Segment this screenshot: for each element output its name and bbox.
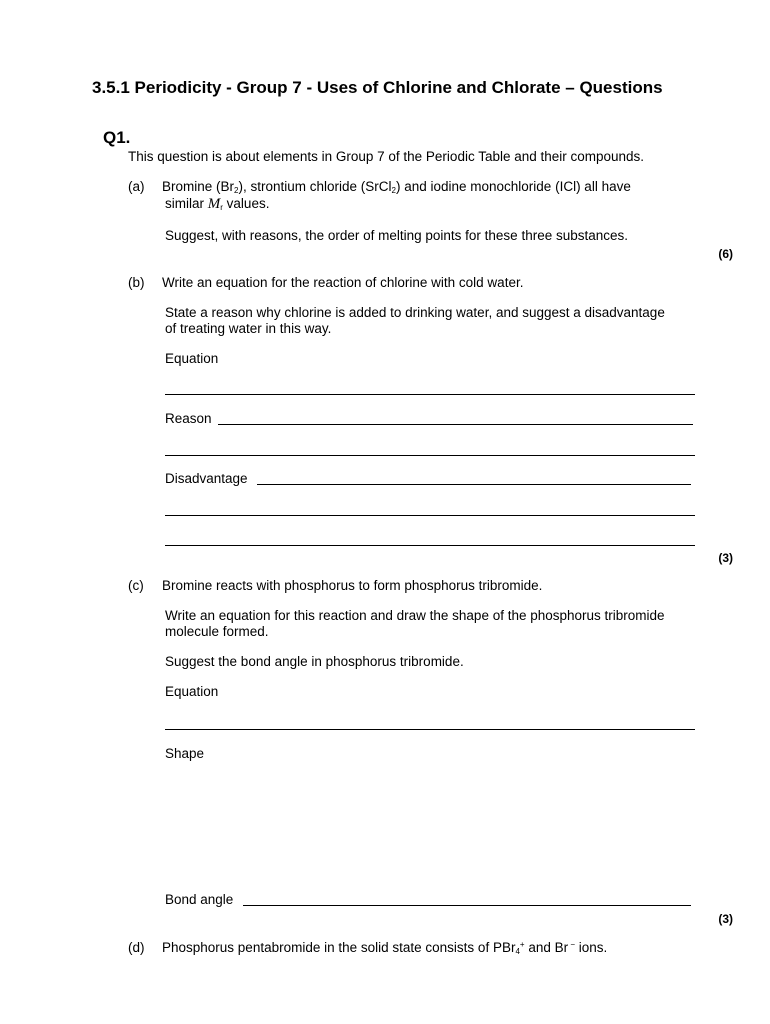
part-b-equation-answer-line[interactable] — [165, 394, 695, 395]
part-b-disadvantage-answer-line-3[interactable] — [165, 545, 695, 546]
part-b-prompt: Write an equation for the reaction of chlorine with cold water. — [162, 275, 524, 290]
part-c-equation-label: Equation — [165, 684, 219, 699]
part-d-label: (d) — [128, 940, 145, 955]
part-c-prompt: Bromine reacts with phosphorus to form phosphorus tribromide. — [162, 578, 543, 593]
part-a-suggest: Suggest, with reasons, the order of melting points for these three substances. — [165, 228, 629, 243]
part-c-shape-drawing-area[interactable] — [165, 770, 695, 885]
part-b-disadvantage-label: Disadvantage — [165, 471, 248, 486]
part-b-label: (b) — [128, 275, 145, 290]
part-a-label: (a) — [128, 179, 145, 194]
part-b-reason-line1: State a reason why chlorine is added to drinking water, and suggest a disadvantage — [165, 305, 665, 320]
part-c-write-line2: molecule formed. — [165, 624, 269, 639]
part-b-disadvantage-answer-line[interactable] — [257, 484, 691, 485]
part-b-reason-answer-line[interactable] — [218, 424, 693, 425]
part-b-reason-answer-line-2[interactable] — [165, 455, 695, 456]
part-c-equation-answer-line[interactable] — [165, 729, 695, 730]
part-c-bond-prompt: Suggest the bond angle in phosphorus tribromide. — [165, 654, 464, 669]
part-c-bond-angle-label: Bond angle — [165, 892, 234, 907]
part-a-line2: similar $M_r$ values. — [165, 196, 270, 212]
part-a-line1: Bromine $(Br_2)$, strontium chloride (SrCl$_2$) and iodine monochloride (ICl) all have — [162, 179, 631, 195]
part-c-bond-angle-answer-line[interactable] — [243, 905, 691, 906]
part-c-write-line1: Write an equation for this reaction and draw the shape of the phosphorus tribromide — [165, 608, 665, 623]
part-c-shape-label: Shape — [165, 746, 205, 761]
part-c-label: (c) — [128, 578, 144, 593]
part-d-text: Phosphorus pentabromide in the solid state consists of PBr$_4$+ and Br − ions. — [162, 940, 608, 956]
part-b-reason-label: Reason — [165, 411, 212, 426]
part-c-marks: (3) — [718, 912, 733, 926]
part-b-reason-line2: of treating water in this way. — [165, 321, 332, 336]
part-b-marks: (3) — [718, 551, 733, 565]
page-title: 3.5.1 Periodicity - Group 7 - Uses of Chlorine and Chlorate – Questions — [92, 78, 663, 97]
part-a-marks: (6) — [718, 247, 733, 261]
part-b-disadvantage-answer-line-2[interactable] — [165, 515, 695, 516]
part-b-equation-label: Equation — [165, 351, 219, 366]
question-number: Q1. — [103, 128, 131, 147]
question-intro: This question is about elements in Group 7 of the Periodic Table and their compounds. — [128, 149, 645, 164]
